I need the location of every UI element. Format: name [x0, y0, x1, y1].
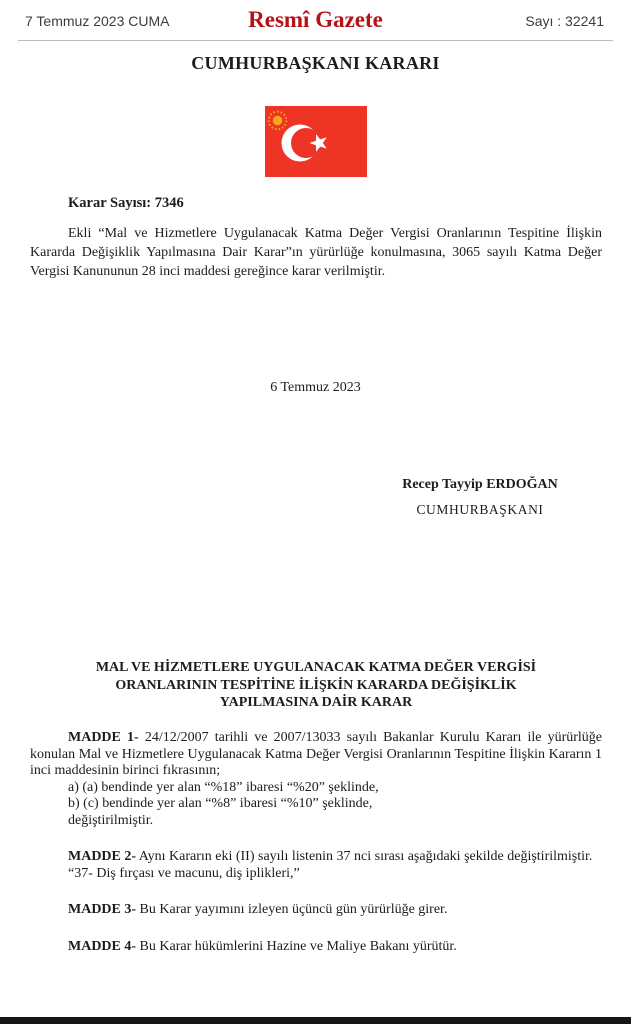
article-1 [30, 730, 602, 829]
decision-date: 6 Temmuz 2023 [270, 380, 361, 395]
article-2-paragraph [30, 849, 602, 866]
article-1-paragraph [30, 730, 602, 780]
article-2-label: MADDE 2- [68, 849, 137, 864]
issue-number: Sayı : 32241 [525, 13, 604, 29]
decree-intro-paragraph: Ekli “Mal ve Hizmetlere Uygulanacak Katma Değer Vergisi Oranlarının Tespitine İlişkin Kararda Değişiklik Yapılmasına Dair Karar”ın yürürlüğe konulmasına, 3065 sayılı Katma Değer Vergisi Kanununun 28 inci maddesi gereğince karar verilmiştir. [30, 226, 602, 279]
article-1-text: 24/12/2007 tarihli ve 2007/13033 sayılı Bakanlar Kurulu Kararı ile yürürlüğe konulan Mal ve Hizmetlere Uygulanacak Katma Değer Vergisi Oranlarının Tespitine İlişkin Kararın 1 inci maddesinin birinci fıkrasının; [30, 730, 603, 778]
signature-name: Recep Tayyip ERDOĞAN [402, 477, 558, 492]
signature-block [360, 477, 600, 518]
flag-image [265, 106, 367, 177]
article-4-label: MADDE 4- [68, 938, 137, 954]
article-4-paragraph [30, 939, 602, 956]
article-4 [30, 939, 602, 956]
article-2-text: Aynı Kararın eki (II) sayılı listenin 37 nci sırası aşağıdaki şekilde değiştirilmiştir. [138, 849, 593, 864]
decree-body [30, 195, 602, 281]
signature-title: CUMHURBAŞKANI [416, 502, 544, 517]
article-1-subitem-b: b) (c) bendinde yer alan “%8” ibaresi “%10” şeklinde, [68, 796, 373, 811]
article-2-subitem: “37- Diş fırçası ve macunu, diş iplikleri,” [68, 865, 300, 881]
article-1-subitem-closing: değiştirilmiştir. [68, 812, 154, 828]
article-3-label: MADDE 3- [68, 902, 137, 917]
article-1-label: MADDE 1- [68, 730, 139, 745]
decision-title [30, 659, 602, 712]
masthead-divider [18, 40, 613, 41]
turkish-presidential-flag-icon [265, 106, 367, 177]
article-3-text: Bu Karar yayımını izleyen üçüncü gün yürürlüğe girer. [139, 902, 448, 917]
article-2 [30, 849, 602, 882]
article-4-text: Bu Karar hükümlerini Hazine ve Maliye Bakanı yürütür. [139, 938, 457, 954]
decision-articles [30, 730, 602, 955]
decision-title-line-2: ORANLARININ TESPİTİNE İLİŞKİN KARARDA DEĞİŞİKLİK [115, 677, 517, 693]
decree-heading: CUMHURBAŞKANI KARARI [191, 53, 440, 73]
article-1-subitem-a: a) (a) bendinde yer alan “%18” ibaresi “%20” şeklinde, [68, 779, 379, 795]
gazette-title: Resmî Gazete [248, 7, 383, 32]
decision-title-line-3: YAPILMASINA DAİR KARAR [219, 695, 413, 710]
article-3-paragraph [30, 902, 602, 919]
page-bottom-bar [0, 1017, 631, 1024]
article-3 [30, 902, 602, 919]
decision-title-line-1: MAL VE HİZMETLERE UYGULANACAK KATMA DEĞER VERGİSİ [95, 660, 537, 675]
decree-number: Karar Sayısı: 7346 [68, 195, 184, 211]
issue-date: 7 Temmuz 2023 CUMA [25, 13, 170, 29]
